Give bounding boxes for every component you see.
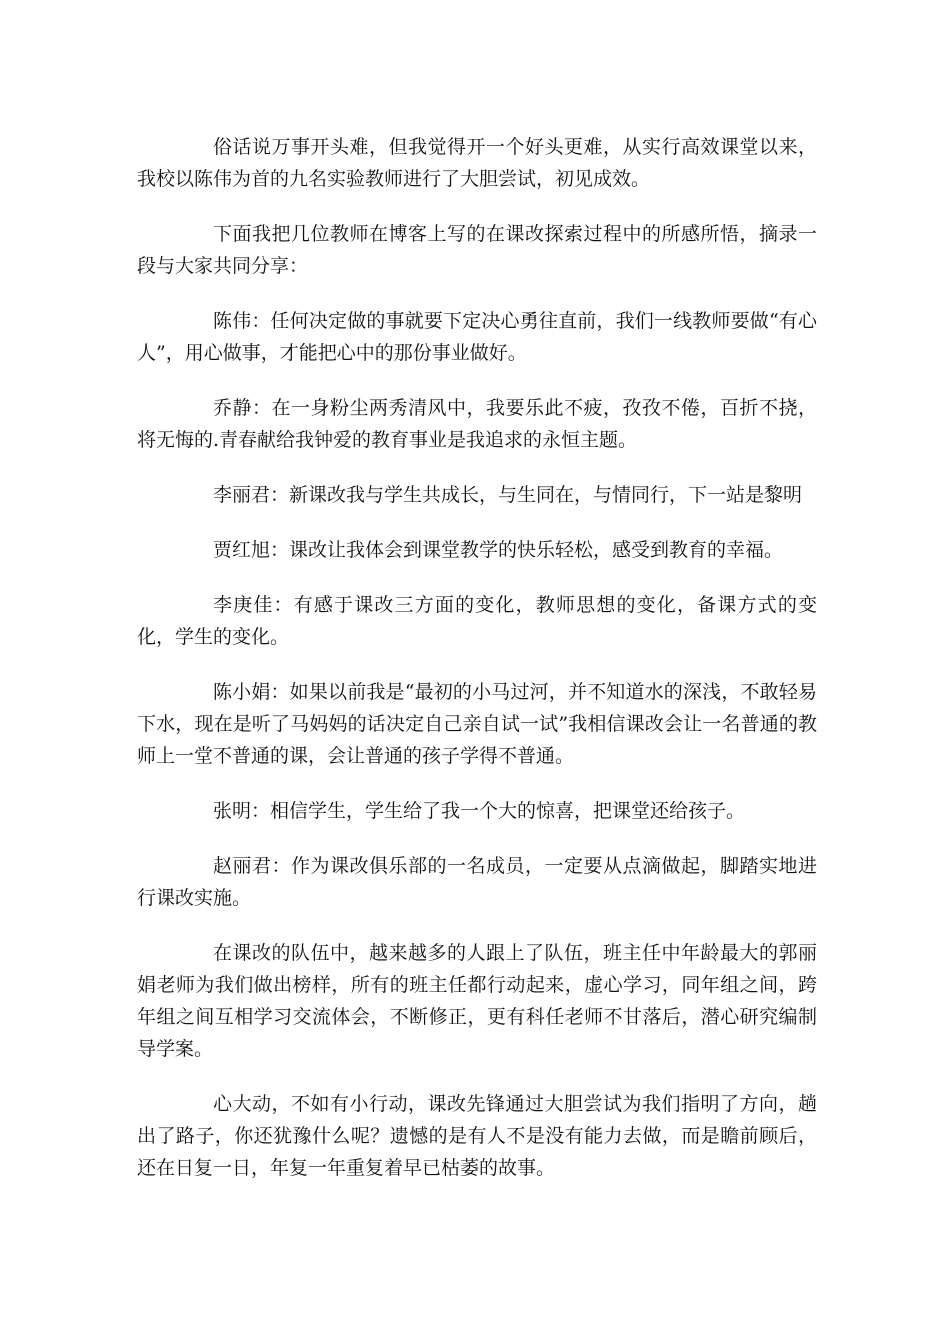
paragraph-li-lijun: 李丽君：新课改我与学生共成长，与生同在，与情同行，下一站是黎明 xyxy=(213,484,803,506)
paragraph-chen-xiaojuan: 陈小娟：如果以前我是“最初的小马过河，并不知道水的深浅，不敢轻易下水，现在是听了马妈妈的话决定自己亲自试一试”我相信课改会让一名普通的教师上一堂不普通的课，会让普通的孩子学得不普通。 xyxy=(137,681,817,767)
paragraph-excerpt-lead: 下面我把几位教师在博客上写的在课改探索过程中的所感所悟，摘录一段与大家共同分享： xyxy=(137,223,817,277)
paragraph-zhao-lijun: 赵丽君：作为课改俱乐部的一名成员，一定要从点滴做起，脚踏实地进行课改实施。 xyxy=(137,855,817,909)
paragraph-chen-wei: 陈伟：任何决定做的事就要下定决心勇往直前，我们一线教师要做“有心人”，用心做事，才能把心中的那份事业做好。 xyxy=(137,310,817,364)
paragraph-conclusion: 心大动，不如有小行动，课改先锋通过大胆尝试为我们指明了方向，趟出了路子，你还犹豫什么呢？遗憾的是有人不是没有能力去做，而是瞻前顾后，还在日复一日，年复一年重复着早已枯萎的故事。 xyxy=(137,1093,817,1179)
paragraph-jia-hongxu: 贾红旭：课改让我体会到课堂教学的快乐轻松，感受到教育的幸福。 xyxy=(213,539,784,561)
paragraph-team-progress: 在课改的队伍中，越来越多的人跟上了队伍，班主任中年龄最大的郭丽娟老师为我们做出榜样，所有的班主任都行动起来，虚心学习，同年组之间，跨年组之间互相学习交流体会，不断修正，更有科任老师不甘落后，潜心研究编制导学案。 xyxy=(137,942,817,1060)
paragraph-zhang-ming: 张明：相信学生，学生给了我一个大的惊喜，把课堂还给孩子。 xyxy=(213,800,746,822)
paragraph-qiao-jing: 乔静：在一身粉尘两秀清风中，我要乐此不疲，孜孜不倦，百折不挠，将无悔的.青春献给我钟爱的教育事业是我追求的永恒主题。 xyxy=(137,397,817,451)
document-body xyxy=(137,131,817,1207)
paragraph-li-gengjia: 李庚佳：有感于课改三方面的变化，教师思想的变化，备课方式的变化，学生的变化。 xyxy=(137,594,817,648)
paragraph-intro: 俗话说万事开头难，但我觉得开一个好头更难，从实行高效课堂以来，我校以陈伟为首的九名实验教师进行了大胆尝试，初见成效。 xyxy=(137,136,817,190)
